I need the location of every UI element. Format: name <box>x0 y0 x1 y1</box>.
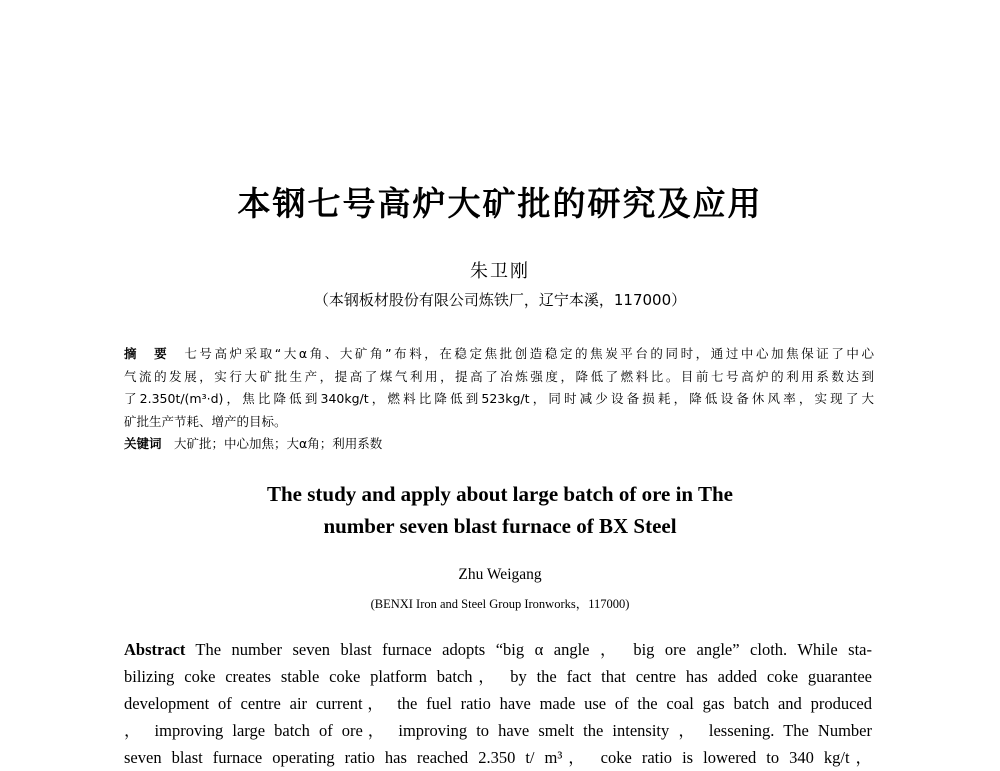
abstract-zh-line: 了2.350t/(m³·d)，焦比降低到340kg/t，燃料比降低到523kg/t，同时减少设备损耗，降低设备休风率，实现了大 <box>124 391 874 406</box>
abstract-zh-line: 摘 要 七号高炉采取“大α角、大矿角”布料，在稳定焦批创造稳定的焦炭平台的同时，通过中心加焦保证了中心 <box>124 346 874 361</box>
abstract-en-label: Abstract <box>124 640 186 659</box>
abstract-en-line: bilizing coke creates stable coke platform batch， by the fact that centre has added coke guarantee <box>124 667 872 686</box>
keywords-zh-text: 大矿批；中心加焦；大α角；利用系数 <box>174 436 383 451</box>
affiliation-en: (BENXI Iron and Steel Group Ironworks，117000) <box>370 597 630 611</box>
title-en-line1: The study and apply about large batch of ore in The <box>267 482 733 506</box>
abstract-en-line: seven blast furnace operating ratio has reached 2.350 t/ m³， coke ratio is lowered to 340 kg/t， <box>124 748 872 767</box>
affiliation-zh: （本钢板材股份有限公司炼铁厂，辽宁本溪，117000） <box>313 291 687 309</box>
abstract-zh <box>124 343 874 456</box>
abstract-zh-label: 摘 要 <box>124 346 170 361</box>
abstract-en-line: Abstract The number seven blast furnace adopts “big α angle ， big ore angle” cloth. While sta- <box>124 640 872 659</box>
title-en <box>0 478 1000 542</box>
abstract-zh-line: 气流的发展，实行大矿批生产，提高了煤气利用，提高了冶炼强度，降低了燃料比。目前七号高炉的利用系数达到 <box>124 368 874 384</box>
author-zh: 朱卫刚 <box>470 261 530 282</box>
abstract-zh-line: 矿批生产节耗、增产的目标。 <box>124 413 287 429</box>
author-en: Zhu Weigang <box>458 566 542 583</box>
abstract-en-line: ， improving large batch of ore， improving to have smelt the intensity ， lessening. The Number <box>124 721 872 740</box>
keywords-zh <box>124 433 874 456</box>
abstract-en-line: development of centre air current， the fuel ratio have made use of the coal gas batch and produced <box>124 694 872 713</box>
abstract-en <box>124 636 872 771</box>
title-en-line2: number seven blast furnace of BX Steel <box>323 514 677 538</box>
title-zh: 本钢七号高炉大矿批的研究及应用 <box>237 184 763 223</box>
keywords-zh-label: 关键词 <box>124 436 162 451</box>
